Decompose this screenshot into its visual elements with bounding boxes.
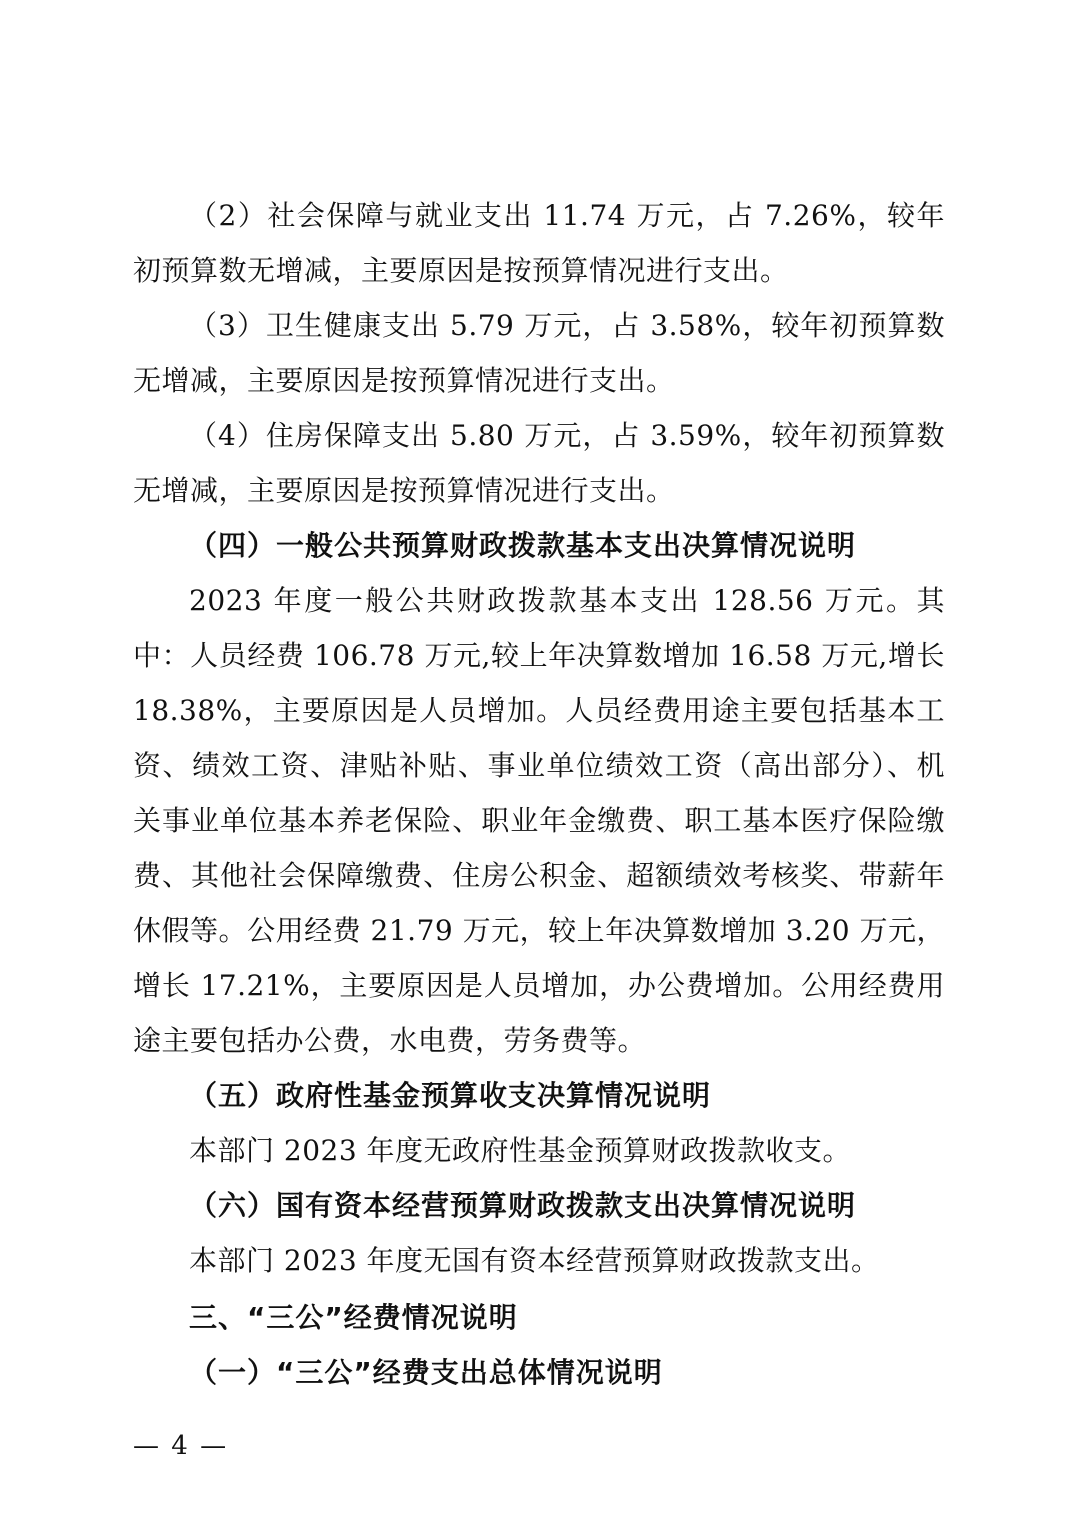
paragraph-social-security: （2）社会保障与就业支出 11.74 万元，占 7.26%，较年初预算数无增减，主要原因是按预算情况进行支出。 (133, 199, 945, 287)
paragraph-government-fund: 本部门 2023 年度无政府性基金预算财政拨款收支。 (189, 1134, 852, 1167)
section-heading-three-public-overview: （一）“三公”经费支出总体情况说明 (189, 1356, 663, 1389)
document-body (133, 188, 945, 1400)
paragraph-health: （3）卫生健康支出 5.79 万元，占 3.58%，较年初预算数无增减，主要原因是按预算情况进行支出。 (133, 309, 945, 397)
paragraph-basic-expenditure: 2023 年度一般公共财政拨款基本支出 128.56 万元。其中：人员经费 106.78 万元,较上年决算数增加 16.58 万元,增长 18.38%，主要原因是人员增加。人员经费用途主要包括基本工资、绩效工资、津贴补贴、事业单位绩效工资（高出部分）、机关事业单位基本养老保险、职业年金缴费、职工基本医疗保险缴费、其他社会保障缴费、住房公积金、超额绩效考核奖、带薪年休假等。公用经费 21.79 万元，较上年决算数增加 3.20 万元，增长 17.21%，主要原因是人员增加，办公费增加。公用经费用途主要包括办公费，水电费，劳务费等。 (133, 584, 945, 1057)
section-heading-basic-expenditure: （四）一般公共预算财政拨款基本支出决算情况说明 (189, 529, 857, 562)
chapter-heading-three-public: 三、“三公”经费情况说明 (189, 1301, 518, 1334)
paragraph-state-capital: 本部门 2023 年度无国有资本经营预算财政拨款支出。 (189, 1244, 880, 1277)
section-heading-state-capital: （六）国有资本经营预算财政拨款支出决算情况说明 (189, 1189, 857, 1222)
page-number: — 4 — (133, 1431, 229, 1461)
paragraph-housing: （4）住房保障支出 5.80 万元，占 3.59%，较年初预算数无增减，主要原因是按预算情况进行支出。 (133, 419, 945, 507)
section-heading-government-fund: （五）政府性基金预算收支决算情况说明 (189, 1079, 712, 1112)
